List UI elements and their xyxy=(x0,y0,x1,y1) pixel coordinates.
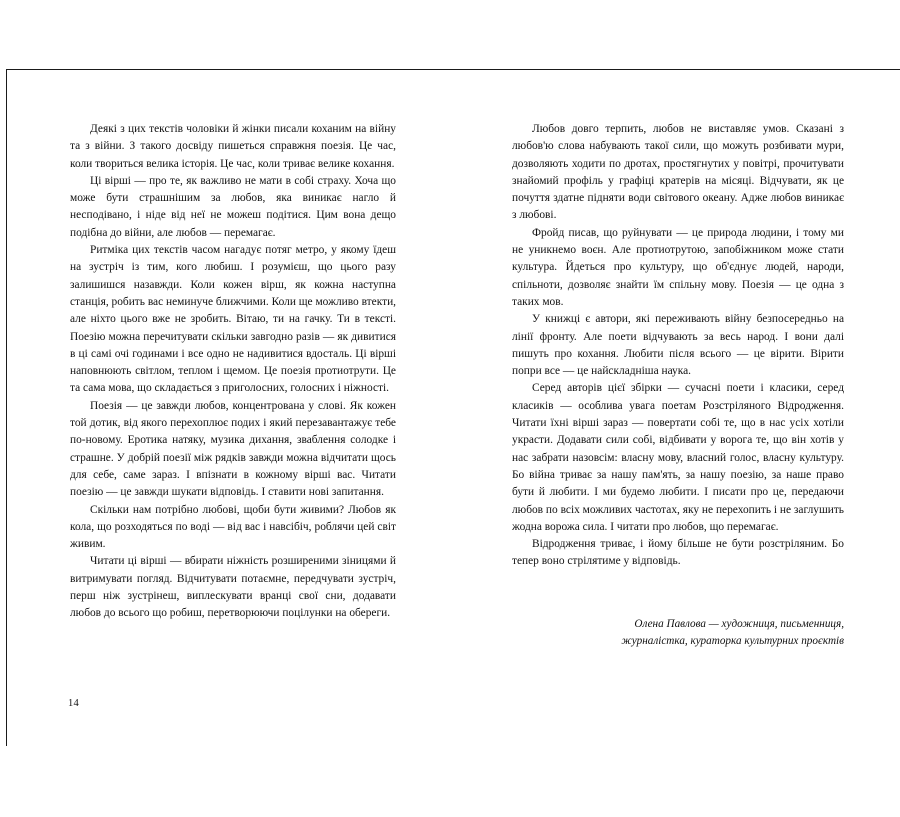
page-rule-top xyxy=(6,69,900,70)
paragraph: Ці вірші — про те, як важливо не мати в собі страху. Хоча що може бути страшнішим за любов, яка виникає нагло й несподівано, і ніде від неї не можеш подітися. Цим вона дещо подібна до війни, але любов — перемагає. xyxy=(70,174,396,239)
paragraph: Відродження триває, і йому більше не бути розстріляним. Бо тепер воно стрілятиме у відповідь. xyxy=(512,538,844,568)
author-attribution xyxy=(512,616,844,651)
paragraph: Скільки нам потрібно любові, щоби бути живими? Любов як кола, що розходяться по воді — від вас і навсібіч, роблячи цей світ живим. xyxy=(70,503,396,551)
page-rule-left xyxy=(6,69,7,746)
paragraph: Деякі з цих текстів чоловіки й жінки писали коханим на війну та з війни. З такого досвіду пишеться справжня поезія. Це час, коли твориться велика історія. Це час, коли триває велике кохання. xyxy=(70,123,396,170)
paragraph: У книжці є автори, які переживають війну безпосередньо на лінії фронту. Але поети відчувають за весь народ. І вони далі пишуть про кохання. Любити після всього — це вірити. Вірити попри все — це найскладніша наука. xyxy=(512,313,844,378)
page-number: 14 xyxy=(68,698,79,709)
attribution-line-1: Олена Павлова — художниця, письменниця, xyxy=(634,618,844,630)
text-column-left xyxy=(70,121,396,623)
paragraph: Ритміка цих текстів часом нагадує потяг метро, у якому їдеш на зустріч із тим, кого любиш. І розумієш, що цього разу залишишся назавжди. Коли кожен вірш, як кожна наступна станція, робить вас неминуче ближчими. Коли ще можливо втекти, але ніхто цього вже не зробить. Вітаю, ти на гачку. Ти в тексті. Поезію можна перечитувати скільки завгодно разів — як дивитися в ці самі очі годинами і все одно не надивитися вдосталь. Ці вірші наповнюють світлом, теплом і щемом. Це поезія протиотрути. Це та сама мова, що складається з приголосних, голосних і ніжності. xyxy=(70,244,397,395)
paragraph: Любов довго терпить, любов не виставляє умов. Сказані з любов'ю слова набувають такої сили, що можуть розбивати мури, дозволяють ходити по дротах, простягнутих у повітрі, прочитувати знайомий профіль у графіці кратерів на місяці. Відчувати, як це почуття здатне підняти води світового океану. Адже любов виникає з любові. xyxy=(512,123,844,222)
paragraph: Читати ці вірші — вбирати ніжність розширеними зіницями й витримувати погляд. Відчитувати потаємне, передчувати зустріч, перш ніж зустрінеш, виплескувати вранці свої сни, додавати любов до всього що робиш, перетворюючи поцілунки на обереги. xyxy=(70,555,396,620)
text-column-right xyxy=(512,121,844,571)
attribution-line-2: журналістка, кураторка культурних проєктів xyxy=(621,635,844,648)
paragraph: Поезія — це завжди любов, концентрована у слові. Як кожен той дотик, від якого перехоплює подих і який перезавантажує тебе по-новому. Еротика натяку, музика дихання, зваблення солодке і страшне. У добрій поезії між рядків завжди можна відчитати щось для себе, саме зараз. І впізнати в кожному вірші вас. Читати поезію — це завжди шукати відповідь. І ставити нові запитання. xyxy=(70,399,396,499)
paragraph: Фройд писав, що руйнувати — це природа людини, і тому ми не уникнемо воєн. Але протиотрутою, запобіжником може стати культура. Йдеться про культуру, що об'єднує людей, народи, спільноти, дозволяє знайти їм спільну мову. Поезія — це одна з таких мов. xyxy=(512,226,844,308)
paragraph: Серед авторів цієї збірки — сучасні поети і класики, серед класиків — особлива увага поетам Розстріляного Відродження. Читати їхні вірші зараз — повертати собі те, що в нас усіх хотіли украсти. Додавати сили собі, відбивати у ворога те, що він хотів у нас забрати назовсім: власну мову, власний голос, власну культуру. Бо війна триває за нашу пам'ять, за нашу поезію, за наше право бути й любити. І ми будемо любити. І писати про це, передаючи любов по всіх можливих частотах, яку не перехопить і не заглушить жодна ворожа сила. І читати про любов, що перемагає. xyxy=(512,382,844,533)
